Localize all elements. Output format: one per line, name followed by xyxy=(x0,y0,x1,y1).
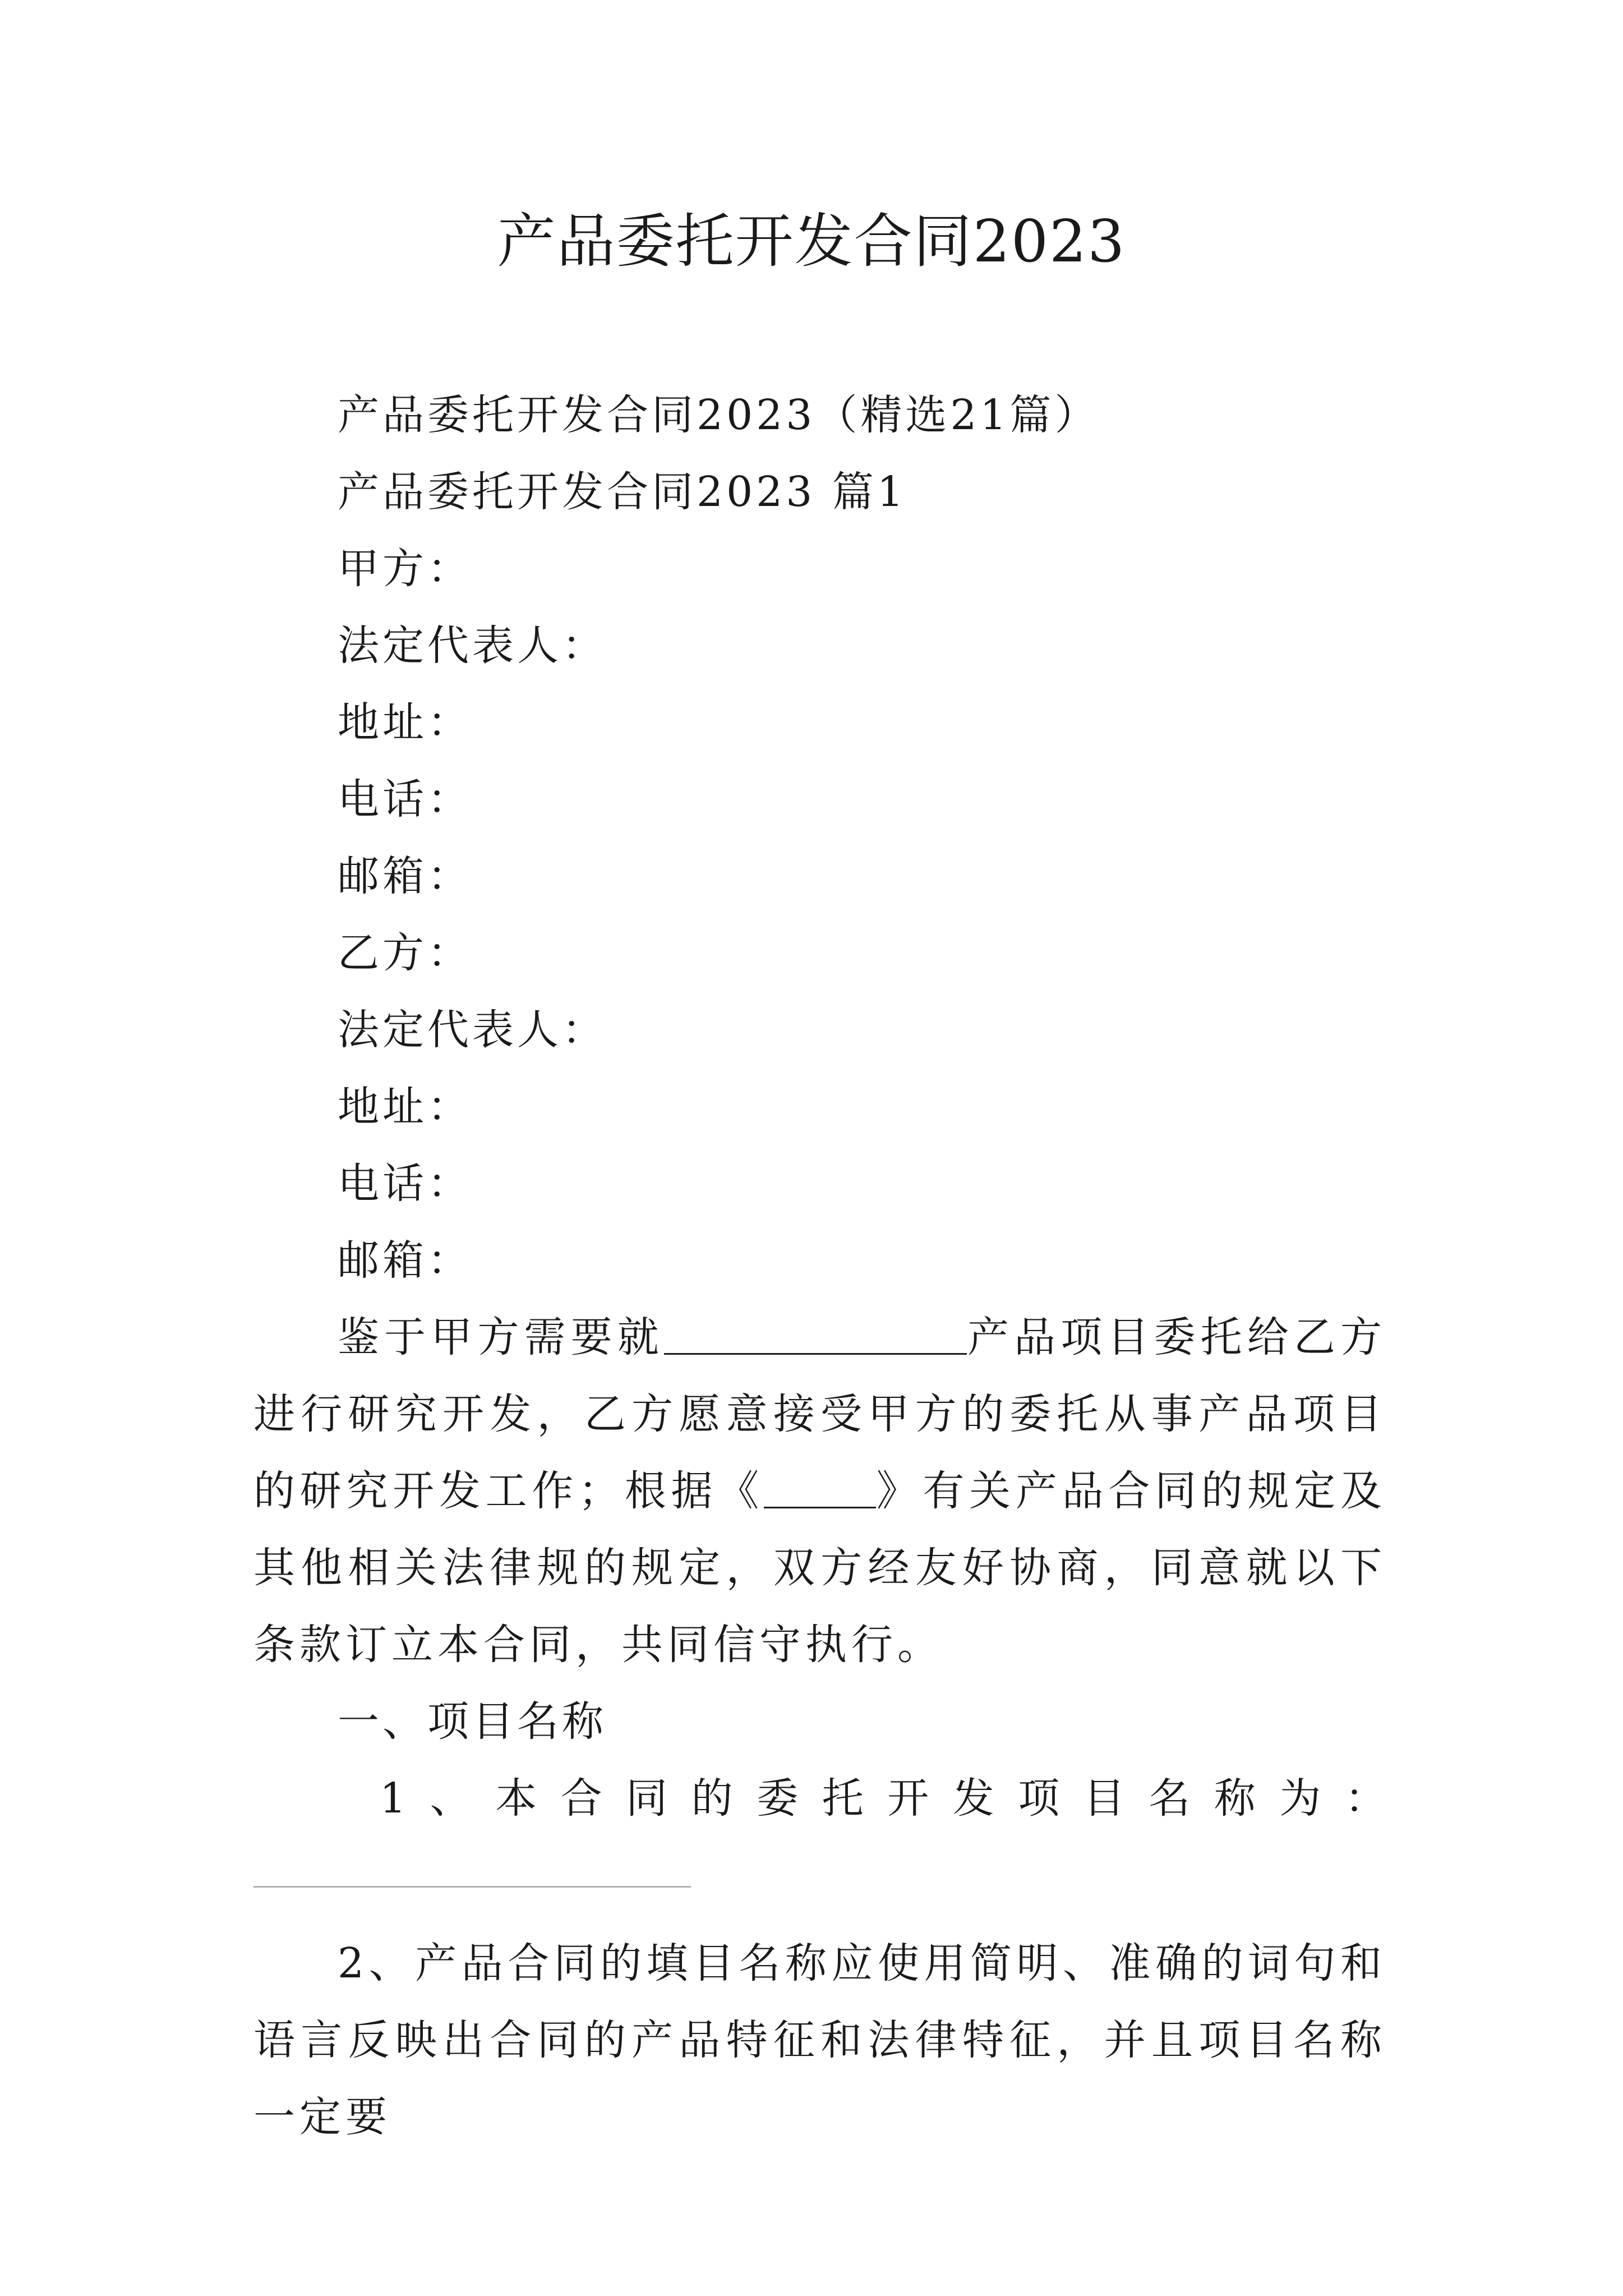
item-1-char: 为 xyxy=(1279,1774,1321,1823)
item-1-char: ： xyxy=(1344,1774,1386,1823)
party-b-label: 乙方： xyxy=(338,929,472,977)
party-b-email: 邮箱： xyxy=(338,1236,472,1285)
item-1-char: 1 xyxy=(380,1774,407,1823)
party-a-representative: 法定代表人： xyxy=(338,622,607,670)
item-1-char: 同 xyxy=(626,1774,668,1823)
item-1-char: 合 xyxy=(560,1774,602,1823)
item-1-char: 托 xyxy=(822,1774,864,1823)
item-1-char: 委 xyxy=(757,1774,799,1823)
law-name-blank xyxy=(764,1467,876,1508)
item-1-char: 项 xyxy=(1018,1774,1060,1823)
fill-in-underline xyxy=(253,1886,691,1888)
party-a-address: 地址： xyxy=(338,698,472,747)
item-1-char: 开 xyxy=(887,1774,929,1823)
item-2-paragraph: 2、产品合同的填目名称应使用简明、准确的词句和语言反映出合同的产品特征和法律特征，并且项目名称一定要 xyxy=(253,1939,1386,2141)
chapter-heading: 产品委托开发合同2023 篇1 xyxy=(338,468,907,516)
preamble-part-2: 产品项目委托给乙方进行研究开发，乙方愿意接受甲方的委托从事产品项目的研究开发工作；根据《 xyxy=(253,1313,1386,1515)
product-name-blank xyxy=(664,1314,967,1355)
preamble-paragraph xyxy=(253,1299,1386,1683)
section-heading-project-name: 一、项目名称 xyxy=(338,1697,607,1746)
subtitle-line: 产品委托开发合同2023（精选21篇） xyxy=(338,391,1100,439)
item-1-char: 名 xyxy=(1149,1774,1191,1823)
document-title: 产品委托开发合同2023 xyxy=(497,207,1126,275)
preamble-part-1: 鉴于甲方需要就 xyxy=(338,1313,664,1361)
item-1-char: 称 xyxy=(1214,1774,1256,1823)
preamble-part-3: 》有关产品合同的规定及其他相关法律规的规定，双方经友好协商，同意就以下条款订立本合同，共同信守执行。 xyxy=(253,1467,1386,1669)
document-body xyxy=(253,377,1386,1837)
item-1-char: 本 xyxy=(495,1774,537,1823)
item-1-char: 的 xyxy=(691,1774,733,1823)
party-b-representative: 法定代表人： xyxy=(338,1006,607,1054)
item-1-char: 目 xyxy=(1083,1774,1125,1823)
item-1-line xyxy=(253,1760,1386,1837)
party-a-email: 邮箱： xyxy=(338,852,472,900)
item-1-char: 发 xyxy=(952,1774,994,1823)
party-a-label: 甲方： xyxy=(338,545,472,593)
party-a-phone: 电话： xyxy=(338,775,472,823)
document-body-continued xyxy=(253,1925,1386,2156)
item-1-char: 、 xyxy=(430,1774,472,1823)
party-b-address: 地址： xyxy=(338,1083,472,1131)
party-b-phone: 电话： xyxy=(338,1159,472,1208)
